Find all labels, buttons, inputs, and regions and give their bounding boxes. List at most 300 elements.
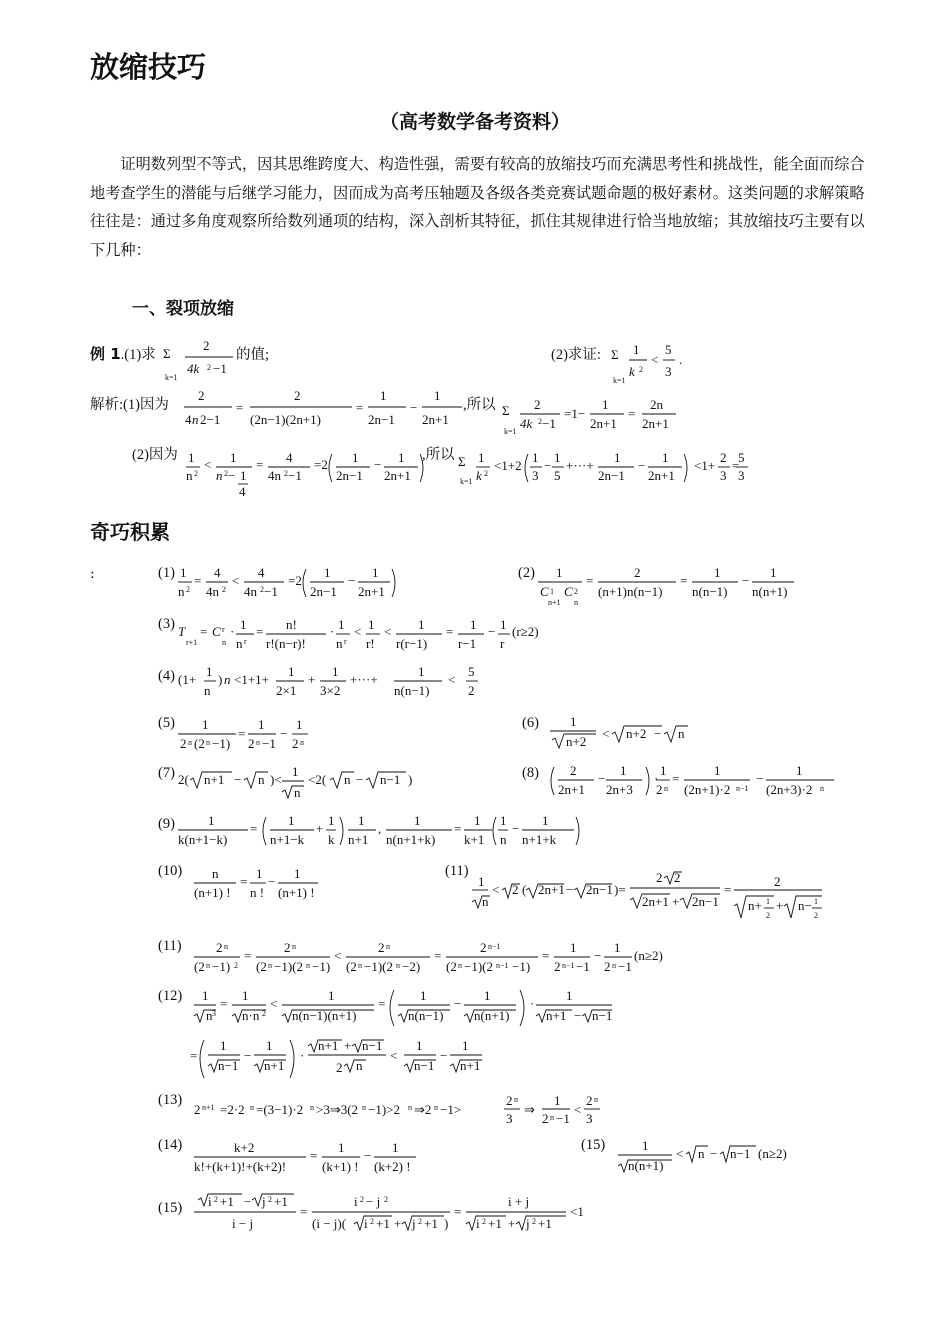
formula-4: [178, 664, 498, 704]
svg-text:2: 2: [656, 782, 663, 797]
svg-text:n: n: [358, 961, 362, 970]
svg-text:1: 1: [570, 714, 577, 729]
svg-text:1: 1: [256, 866, 263, 881]
svg-text:2n+3: 2n+3: [606, 782, 633, 797]
svg-text:2: 2: [484, 469, 488, 478]
svg-text:2: 2: [268, 1195, 272, 1204]
svg-text:j: j: [412, 1216, 416, 1231]
svg-text:k+2: k+2: [234, 1140, 255, 1155]
svg-text:4: 4: [239, 484, 246, 499]
svg-text:k+1: k+1: [464, 832, 485, 847]
svg-text:2: 2: [538, 417, 542, 426]
svg-text:=: =: [194, 573, 202, 588]
svg-text:1: 1: [188, 450, 195, 465]
item-label-15b: (15): [158, 1200, 183, 1216]
svg-text:1: 1: [434, 388, 441, 403]
svg-text:n−1: n−1: [380, 772, 401, 787]
svg-text:<: <: [651, 352, 659, 367]
svg-text:n(n−1)(n+1): n(n−1)(n+1): [292, 1008, 357, 1023]
svg-text:n−1: n−1: [488, 942, 501, 951]
svg-text:n: n: [206, 1008, 213, 1023]
svg-text:−1: −1: [556, 1111, 570, 1126]
svg-text:+1: +1: [274, 1194, 288, 1209]
svg-text:2: 2: [506, 1093, 513, 1108]
formula-2: [538, 565, 798, 609]
svg-text:2n: 2n: [650, 397, 663, 412]
svg-text:2: 2: [284, 469, 288, 478]
ex1-ineq-formula: [611, 340, 691, 386]
svg-text:n: n: [216, 468, 223, 483]
svg-text:Σ: Σ: [163, 346, 171, 361]
svg-text:n: n: [482, 894, 489, 909]
svg-text:n+2: n+2: [626, 726, 647, 741]
item-label-11b: (11): [158, 938, 182, 954]
svg-text:2: 2: [292, 736, 299, 751]
svg-text:+: +: [776, 898, 784, 913]
svg-text:2: 2: [720, 450, 727, 465]
svg-text:n: n: [356, 1058, 363, 1073]
svg-text:(2: (2: [194, 959, 205, 974]
svg-text:1: 1: [770, 565, 777, 580]
svg-text:−1: −1: [264, 584, 278, 599]
svg-text:−: −: [228, 468, 236, 483]
svg-text:(2n+1)·2: (2n+1)·2: [684, 782, 731, 797]
ex1-part1-tail: 的值;: [236, 347, 270, 363]
item-label-9: (9): [158, 816, 175, 832]
svg-text:4n: 4n: [244, 584, 257, 599]
svg-text:): ): [218, 672, 223, 687]
svg-text:n: n: [306, 961, 310, 970]
svg-text:n−1: n−1: [562, 961, 575, 970]
svg-text:1: 1: [766, 897, 770, 906]
svg-text:(i − j)(: (i − j)(: [312, 1216, 347, 1231]
svg-text:n: n: [268, 961, 272, 970]
svg-text:=: =: [256, 457, 264, 472]
svg-text:−: −: [268, 874, 276, 889]
svg-text:2: 2: [766, 911, 770, 920]
svg-text:1: 1: [602, 397, 609, 412]
svg-text:n: n: [514, 1095, 518, 1104]
svg-text:<1: <1: [570, 1204, 584, 1219]
svg-text:·: ·: [530, 996, 535, 1011]
svg-text:1: 1: [372, 565, 379, 580]
svg-text:2(: 2(: [178, 772, 189, 787]
svg-text:C: C: [564, 584, 573, 599]
svg-text:−1)(2: −1)(2: [274, 959, 303, 974]
svg-text:n−1: n−1: [736, 784, 749, 793]
svg-text:(2: (2: [346, 959, 357, 974]
svg-text:n−: n−: [798, 898, 812, 913]
svg-text:1: 1: [296, 717, 303, 732]
svg-text:+: +: [316, 821, 324, 836]
svg-text:1: 1: [416, 1038, 423, 1053]
solution-2-formula: [186, 450, 426, 506]
svg-text:k: k: [476, 468, 482, 483]
svg-text:T: T: [178, 624, 186, 639]
svg-text:2−1: 2−1: [200, 412, 221, 427]
svg-text:i: i: [208, 1194, 212, 1209]
svg-text:r!: r!: [366, 636, 375, 651]
svg-text:−1): −1): [312, 959, 331, 974]
svg-text:−1): −1): [512, 959, 531, 974]
formula-11a: [470, 868, 830, 930]
svg-text:1: 1: [240, 617, 247, 632]
svg-text:C: C: [212, 624, 221, 639]
svg-text:2: 2: [604, 959, 611, 974]
svg-text:1: 1: [328, 813, 335, 828]
svg-text:=: =: [446, 624, 454, 639]
svg-text:2×1: 2×1: [276, 683, 297, 698]
svg-text:r: r: [222, 625, 225, 634]
svg-text:2: 2: [260, 585, 264, 594]
svg-text:(2n−1)(2n+1): (2n−1)(2n+1): [250, 412, 321, 427]
svg-text:2: 2: [222, 585, 226, 594]
svg-text:1: 1: [392, 1140, 399, 1155]
svg-text:·: ·: [330, 624, 335, 639]
svg-text:1: 1: [294, 866, 301, 881]
svg-text:−: −: [348, 573, 356, 588]
svg-text:1: 1: [478, 450, 485, 465]
svg-text:C: C: [540, 584, 549, 599]
svg-text:n: n: [250, 1103, 254, 1112]
svg-text:2: 2: [656, 870, 663, 885]
svg-text:1: 1: [338, 1140, 345, 1155]
svg-text:k=1: k=1: [165, 373, 178, 382]
svg-text:n: n: [258, 772, 265, 787]
svg-text:2: 2: [186, 585, 190, 594]
svg-text:1: 1: [240, 468, 247, 483]
svg-text:2: 2: [203, 338, 210, 353]
svg-text:2n+1: 2n+1: [358, 584, 385, 599]
svg-text:2: 2: [574, 587, 578, 596]
item-label-1: (1): [158, 565, 175, 581]
svg-text:(2: (2: [194, 736, 205, 751]
svg-text:<: <: [602, 726, 610, 741]
ex1-sum-formula: [163, 336, 243, 386]
example-label: 例 1: [90, 345, 121, 363]
svg-text:n: n: [204, 683, 211, 698]
item-label-14: (14): [158, 1137, 183, 1153]
svg-text:n !: n !: [250, 885, 265, 900]
svg-text:4k: 4k: [520, 416, 533, 431]
svg-text:k=1: k=1: [613, 376, 626, 385]
svg-text:=: =: [628, 406, 636, 421]
svg-text:−: −: [374, 457, 382, 472]
item-label-4: (4): [158, 668, 175, 684]
svg-text:n: n: [386, 942, 390, 951]
svg-text:=2·2: =2·2: [220, 1102, 245, 1117]
svg-text:n+1+k: n+1+k: [522, 832, 557, 847]
svg-text:2: 2: [194, 1102, 201, 1117]
item-label-8: (8): [522, 765, 539, 781]
formula-3: [178, 617, 548, 657]
svg-text:n−1: n−1: [730, 1146, 751, 1161]
svg-text:−: −: [244, 1048, 252, 1063]
solution-2-result: [458, 450, 748, 490]
svg-text:<1+: <1+: [694, 458, 716, 473]
svg-text:+1: +1: [424, 1216, 438, 1231]
svg-text:2n+1: 2n+1: [642, 894, 669, 909]
svg-text:n−1: n−1: [414, 1058, 435, 1073]
svg-text:4: 4: [258, 565, 265, 580]
svg-text:1: 1: [554, 450, 561, 465]
svg-text:−: −: [598, 771, 606, 786]
svg-text:− j: − j: [366, 1194, 381, 1209]
svg-text:=: =: [378, 996, 386, 1011]
svg-text:2: 2: [542, 1111, 549, 1126]
svg-text:2n+1: 2n+1: [590, 416, 617, 431]
svg-text:4: 4: [286, 450, 293, 465]
svg-text:4: 4: [185, 412, 192, 427]
svg-text:1: 1: [462, 1038, 469, 1053]
svg-text:n−1: n−1: [592, 1008, 613, 1023]
solution-label: 解析:(1)因为: [90, 397, 169, 413]
svg-text:n: n: [206, 738, 210, 747]
svg-text:(k+1) !: (k+1) !: [322, 1159, 359, 1174]
svg-text:=: =: [356, 400, 364, 415]
svg-text:): ): [408, 772, 413, 787]
svg-text:i − j: i − j: [232, 1216, 254, 1231]
svg-text:)<: )<: [270, 772, 282, 787]
svg-text:n(n+1): n(n+1): [628, 1158, 664, 1173]
svg-text:n: n: [336, 636, 343, 651]
svg-text:·: ·: [654, 771, 659, 786]
svg-text:n: n: [396, 961, 400, 970]
svg-text:1: 1: [796, 763, 803, 778]
item-label-3: (3): [158, 616, 175, 632]
formula-13: [194, 1095, 614, 1131]
svg-text:1: 1: [418, 617, 425, 632]
item-label-15a: (15): [581, 1137, 606, 1153]
item-label-2: (2): [518, 565, 535, 581]
svg-text:+: +: [394, 1216, 402, 1231]
solution-1-formula: [184, 386, 504, 430]
svg-text:1: 1: [180, 565, 187, 580]
svg-text:−1: −1: [262, 736, 276, 751]
svg-text:n: n: [294, 785, 301, 800]
svg-text:=: =: [200, 624, 208, 639]
svg-text:r+1: r+1: [186, 638, 198, 647]
svg-text:1: 1: [554, 1093, 561, 1108]
svg-text:n+1: n+1: [460, 1058, 481, 1073]
svg-text:=: =: [542, 948, 550, 963]
svg-text:k!+(k+1)!+(k+2)!: k!+(k+1)!+(k+2)!: [194, 1159, 287, 1174]
svg-text:1: 1: [418, 664, 425, 679]
formula-8: [550, 763, 850, 805]
svg-text:+1: +1: [220, 1194, 234, 1209]
svg-text:<2(: <2(: [308, 772, 327, 787]
svg-text:r−1: r−1: [458, 636, 477, 651]
svg-text:n: n: [206, 961, 210, 970]
svg-text:n: n: [458, 961, 462, 970]
svg-text:=: =: [310, 1148, 318, 1163]
svg-text:2: 2: [468, 683, 475, 698]
svg-text:n: n: [362, 1103, 366, 1112]
svg-text:2: 2: [634, 565, 641, 580]
svg-text:n+: n+: [748, 898, 762, 913]
svg-text:n: n: [292, 942, 296, 951]
svg-text:r: r: [344, 637, 347, 646]
svg-text:2n−1: 2n−1: [692, 894, 719, 909]
svg-text:=(3−1)·2: =(3−1)·2: [256, 1102, 304, 1117]
svg-text:n: n: [224, 672, 231, 687]
svg-text:<: <: [390, 1048, 398, 1063]
svg-text:1: 1: [532, 450, 539, 465]
ex1-part2-text: (2)求证:: [551, 347, 601, 363]
svg-text:=: =: [672, 771, 680, 786]
svg-text:2: 2: [480, 940, 487, 955]
svg-text:+1: +1: [376, 1216, 390, 1231]
svg-text:1: 1: [266, 1038, 273, 1053]
formula-14: [194, 1140, 424, 1180]
svg-text:2: 2: [554, 959, 561, 974]
svg-text:1: 1: [620, 763, 627, 778]
svg-text:(k+2) !: (k+2) !: [374, 1159, 411, 1174]
svg-text:n(n+1+k): n(n+1+k): [386, 832, 436, 847]
svg-text:n+1: n+1: [202, 1103, 215, 1112]
svg-text:n: n: [188, 738, 192, 747]
svg-text:1: 1: [714, 763, 721, 778]
svg-text:=: =: [300, 1204, 308, 1219]
svg-text:+1: +1: [488, 1216, 502, 1231]
svg-text:3×2: 3×2: [320, 683, 341, 698]
svg-text:2: 2: [194, 469, 198, 478]
svg-text:5: 5: [554, 468, 561, 483]
svg-text:n: n: [500, 832, 507, 847]
svg-text:1: 1: [660, 763, 667, 778]
svg-text:n: n: [612, 961, 616, 970]
svg-text:2n+1: 2n+1: [648, 468, 675, 483]
svg-text:−: −: [244, 1194, 252, 1209]
svg-text:2: 2: [207, 363, 211, 372]
svg-text:1: 1: [202, 717, 209, 732]
svg-text:−2): −2): [402, 959, 421, 974]
svg-text:−1: −1: [288, 468, 302, 483]
svg-text:1: 1: [380, 388, 387, 403]
formula-7: [178, 762, 418, 804]
svg-text:−: −: [454, 996, 462, 1011]
svg-text:1: 1: [814, 897, 818, 906]
svg-text:<: <: [354, 624, 362, 639]
svg-text:n+1: n+1: [546, 1008, 567, 1023]
section-heading-1: 一、裂项放缩: [132, 299, 234, 319]
svg-text:−: −: [280, 726, 288, 741]
svg-text:+: +: [308, 672, 316, 687]
svg-text:2: 2: [570, 763, 577, 778]
svg-text:−: −: [742, 573, 750, 588]
svg-text:n!: n!: [286, 617, 297, 632]
item-label-6: (6): [522, 715, 539, 731]
svg-text:2n+1: 2n+1: [538, 882, 565, 897]
svg-text:3: 3: [720, 468, 727, 483]
svg-text:<1+2: <1+2: [494, 458, 522, 473]
svg-text:2: 2: [224, 469, 228, 478]
svg-text:(r≥2): (r≥2): [512, 624, 539, 639]
svg-text:=: =: [250, 821, 258, 836]
svg-text:2n+1: 2n+1: [558, 782, 585, 797]
formula-5: [178, 718, 318, 754]
svg-text:3: 3: [665, 364, 672, 379]
svg-text:k: k: [629, 364, 635, 379]
svg-text:1: 1: [288, 813, 295, 828]
svg-text:n: n: [574, 598, 578, 607]
svg-text:n+1−k: n+1−k: [270, 832, 305, 847]
svg-text:Σ: Σ: [458, 454, 466, 469]
item-label-11a: (11): [445, 863, 469, 879]
svg-text:n: n: [256, 738, 260, 747]
svg-text:2: 2: [512, 882, 519, 897]
svg-text:n: n: [222, 638, 226, 647]
colon-mark: :: [90, 566, 95, 582]
svg-text:1: 1: [714, 565, 721, 580]
svg-text:Σ: Σ: [611, 347, 619, 362]
svg-text:2: 2: [774, 874, 781, 889]
svg-text:−: −: [488, 624, 496, 639]
formula-6: [550, 714, 690, 752]
svg-text:2: 2: [384, 1195, 388, 1204]
svg-text:n−1: n−1: [496, 961, 509, 970]
svg-text:4k: 4k: [187, 361, 200, 376]
svg-text:+···+: +···+: [566, 458, 594, 473]
svg-text:n: n: [178, 584, 185, 599]
svg-text:n: n: [434, 1103, 438, 1112]
svg-text:4: 4: [214, 565, 221, 580]
svg-text:j: j: [262, 1194, 266, 1209]
svg-text:): ): [444, 1216, 449, 1231]
svg-text:−: −: [710, 1146, 718, 1161]
svg-text:1: 1: [208, 813, 215, 828]
svg-text:2: 2: [294, 388, 301, 403]
formula-11b: [194, 940, 694, 980]
svg-text:n(n+1): n(n+1): [752, 584, 788, 599]
formula-9: [178, 813, 598, 855]
svg-text:1: 1: [420, 988, 427, 1003]
svg-text:·: ·: [300, 1048, 305, 1063]
svg-text:(n+1) !: (n+1) !: [278, 885, 315, 900]
svg-text:1: 1: [258, 717, 265, 732]
svg-text:=: =: [220, 996, 228, 1011]
svg-text:−1>: −1>: [440, 1102, 462, 1117]
svg-text:n: n: [664, 784, 668, 793]
svg-text:=: =: [240, 874, 248, 889]
svg-text:2: 2: [586, 1093, 593, 1108]
svg-text:1: 1: [556, 565, 563, 580]
svg-text:2: 2: [532, 1217, 536, 1226]
svg-text:−: −: [638, 458, 646, 473]
svg-text:n+1: n+1: [348, 832, 369, 847]
svg-text:−: −: [654, 726, 662, 741]
intro-paragraph: 证明数列型不等式，因其思维跨度大、构造性强，需要有较高的放缩技巧而充满思考性和挑战性，能全面而综合地考查学生的潜能与后继学习能力，因而成为高考压轴题及各级各类竞赛试题命题的极好素材。这类问题的求解策略往往是：通过多角度观察所给数列通项的结构，深入剖析其特征，抓住其规律进行恰当地放缩；其放缩技巧主要有以下几种：: [90, 155, 865, 259]
svg-text:n(n−1): n(n−1): [394, 683, 430, 698]
svg-text:4n: 4n: [268, 468, 281, 483]
svg-text:−: −: [574, 1008, 582, 1023]
svg-text:2n−1: 2n−1: [586, 882, 613, 897]
svg-text:n: n: [212, 866, 219, 881]
svg-text:n: n: [224, 942, 228, 951]
svg-text:1: 1: [352, 450, 359, 465]
solution-1-result: [502, 396, 682, 440]
svg-text:1: 1: [474, 813, 481, 828]
svg-text:−1: −1: [542, 416, 556, 431]
svg-text:+: +: [672, 894, 680, 909]
svg-text:−1)(2: −1)(2: [464, 959, 493, 974]
example-1-label: [90, 343, 156, 364]
svg-text:=: =: [238, 726, 246, 741]
svg-text:n: n: [820, 784, 824, 793]
svg-text:=: =: [190, 1048, 198, 1063]
svg-text:=: =: [724, 882, 732, 897]
svg-text:1: 1: [566, 988, 573, 1003]
